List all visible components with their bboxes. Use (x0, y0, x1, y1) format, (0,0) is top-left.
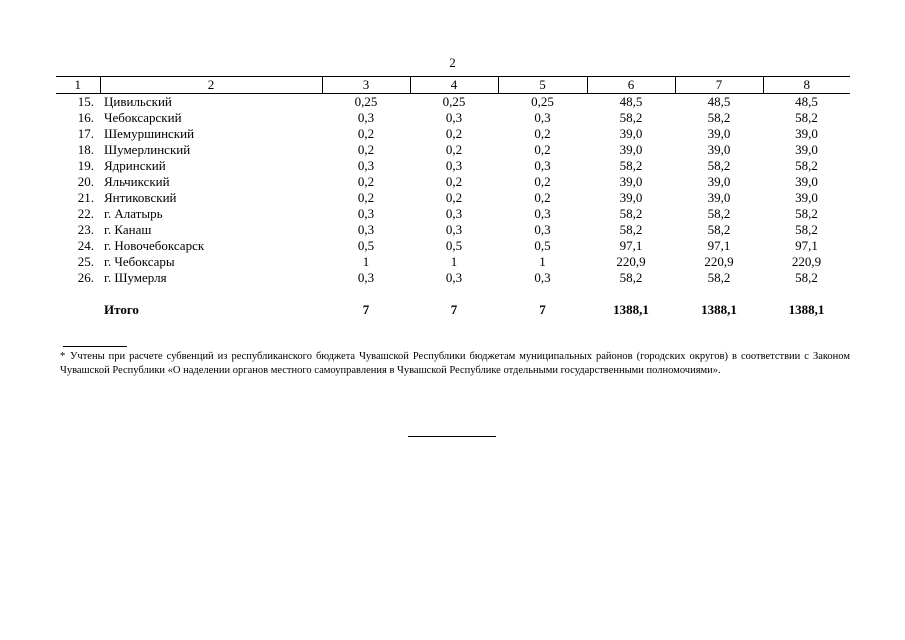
value-col-7: 220,9 (704, 254, 734, 269)
value-col-4: 0,25 (442, 94, 466, 109)
spacer-cell (100, 286, 322, 302)
row-number: 17. (77, 126, 94, 141)
column-header: 1 (56, 77, 100, 94)
spacer-cell (322, 286, 410, 302)
value-col-6: 97,1 (619, 238, 643, 253)
table-row (56, 190, 850, 206)
table-row (56, 206, 850, 222)
table-row (56, 110, 850, 126)
spacer-cell (587, 286, 675, 302)
value-col-4: 0,3 (445, 158, 463, 173)
table-row (56, 254, 850, 270)
value-col-7: 39,0 (707, 142, 731, 157)
value-col-6: 39,0 (619, 126, 643, 141)
value-col-8: 58,2 (795, 206, 818, 221)
row-number: 26. (77, 270, 94, 285)
value-col-6: 58,2 (619, 222, 643, 237)
value-col-5: 0,2 (534, 174, 551, 189)
total-col-7: 1388,1 (701, 302, 737, 317)
row-number: 16. (77, 110, 94, 125)
total-col-6: 1388,1 (613, 302, 649, 317)
value-col-7: 58,2 (707, 206, 731, 221)
value-col-6: 39,0 (619, 142, 643, 157)
value-col-8: 58,2 (795, 222, 818, 237)
table-header-row (56, 77, 850, 94)
value-col-6: 58,2 (619, 206, 643, 221)
value-col-7: 39,0 (707, 126, 731, 141)
value-col-3: 0,2 (357, 142, 375, 157)
column-header: 7 (675, 77, 763, 94)
value-col-6: 48,5 (619, 94, 643, 109)
municipality-name: г. Алатырь (104, 206, 163, 221)
row-number: 15. (77, 94, 94, 109)
value-col-8: 48,5 (795, 94, 818, 109)
value-col-8: 39,0 (795, 126, 818, 141)
spacer-cell (675, 286, 763, 302)
row-number: 18. (77, 142, 94, 157)
value-col-6: 58,2 (619, 110, 643, 125)
value-col-3: 0,2 (357, 174, 375, 189)
table-row (56, 174, 850, 190)
spacer-row (56, 286, 850, 302)
total-col-3: 7 (362, 302, 370, 317)
value-col-5: 0,2 (534, 190, 551, 205)
value-col-4: 0,5 (445, 238, 463, 253)
value-col-7: 39,0 (707, 174, 731, 189)
value-col-6: 39,0 (619, 174, 643, 189)
value-col-5: 0,3 (534, 158, 551, 173)
table-row (56, 238, 850, 254)
value-col-5: 0,25 (531, 94, 554, 109)
municipality-name: Чебоксарский (104, 110, 182, 125)
value-col-5: 0,2 (534, 142, 551, 157)
column-header: 3 (322, 77, 410, 94)
value-col-7: 48,5 (707, 94, 731, 109)
total-label: Итого (104, 302, 139, 317)
spacer-cell (763, 286, 850, 302)
value-col-7: 58,2 (707, 270, 731, 285)
row-number: 22. (77, 206, 94, 221)
value-col-7: 58,2 (707, 158, 731, 173)
table-row (56, 126, 850, 142)
value-col-8: 220,9 (791, 254, 822, 269)
column-header: 8 (763, 77, 850, 94)
column-header: 6 (587, 77, 675, 94)
value-col-8: 39,0 (795, 174, 818, 189)
spacer-cell (498, 286, 587, 302)
value-col-3: 0,25 (354, 94, 378, 109)
column-header: 4 (410, 77, 498, 94)
value-col-8: 39,0 (795, 190, 818, 205)
table-row (56, 222, 850, 238)
value-col-3: 0,2 (357, 190, 375, 205)
municipality-name: г. Новочебоксарск (104, 238, 205, 253)
footnote-mark: * (60, 351, 66, 362)
value-col-3: 0,3 (357, 222, 375, 237)
value-col-5: 0,5 (534, 238, 551, 253)
subventions-table (56, 76, 850, 318)
footnote-separator (63, 346, 127, 347)
value-col-8: 97,1 (795, 238, 818, 253)
value-col-3: 1 (362, 254, 370, 269)
table-row (56, 158, 850, 174)
value-col-3: 0,5 (357, 238, 375, 253)
value-col-8: 58,2 (795, 270, 818, 285)
spacer-cell (56, 286, 100, 302)
row-number: 21. (77, 190, 94, 205)
municipality-name: Янтиковский (104, 190, 177, 205)
value-col-5: 0,3 (534, 270, 551, 285)
total-col-4: 7 (450, 302, 458, 317)
total-blank (56, 302, 100, 318)
row-number: 25. (77, 254, 94, 269)
row-number: 23. (77, 222, 94, 237)
footnote (60, 350, 850, 378)
spacer-cell (410, 286, 498, 302)
value-col-6: 58,2 (619, 158, 643, 173)
value-col-4: 1 (450, 254, 458, 269)
value-col-4: 0,3 (445, 270, 463, 285)
value-col-5: 0,2 (534, 126, 551, 141)
municipality-name: Цивильский (104, 94, 172, 109)
value-col-3: 0,3 (357, 270, 375, 285)
municipality-name: Шумерлинский (104, 142, 191, 157)
municipality-name: г. Шумерля (104, 270, 167, 285)
value-col-7: 58,2 (707, 110, 731, 125)
value-col-6: 220,9 (616, 254, 646, 269)
value-col-6: 58,2 (619, 270, 643, 285)
value-col-7: 39,0 (707, 190, 731, 205)
value-col-4: 0,3 (445, 206, 463, 221)
value-col-6: 39,0 (619, 190, 643, 205)
value-col-5: 0,3 (534, 206, 551, 221)
value-col-4: 0,2 (445, 142, 463, 157)
value-col-7: 58,2 (707, 222, 731, 237)
municipality-name: Яльчикский (104, 174, 170, 189)
end-of-document-rule (408, 436, 496, 437)
value-col-4: 0,2 (445, 190, 463, 205)
column-header: 2 (100, 77, 322, 94)
table-body (56, 94, 850, 319)
value-col-3: 0,2 (357, 126, 375, 141)
table-row (56, 94, 850, 111)
column-header: 5 (498, 77, 587, 94)
table-row (56, 142, 850, 158)
footnote-text: Учтены при расчете субвенций из республиканского бюджета Чувашской Республики бюджетам муниципальных районов (городских округов) в соответствии с Законом Чувашской Республики «О наделении органов местного самоуправления в Чувашской Республике отдельными государственными полномочиями». (60, 351, 850, 376)
total-col-5: 7 (539, 302, 546, 317)
value-col-4: 0,2 (445, 174, 463, 189)
value-col-3: 0,3 (357, 206, 375, 221)
value-col-4: 0,2 (445, 126, 463, 141)
value-col-8: 39,0 (795, 142, 818, 157)
table-row (56, 270, 850, 286)
municipality-name: Шемуршинский (104, 126, 195, 141)
value-col-4: 0,3 (445, 222, 463, 237)
value-col-5: 0,3 (534, 110, 551, 125)
municipality-name: г. Чебоксары (104, 254, 175, 269)
page-number: 2 (449, 55, 456, 70)
value-col-5: 1 (539, 254, 546, 269)
row-number: 20. (77, 174, 94, 189)
row-number: 19. (77, 158, 94, 173)
value-col-4: 0,3 (445, 110, 463, 125)
value-col-7: 97,1 (707, 238, 731, 253)
value-col-5: 0,3 (534, 222, 551, 237)
municipality-name: Ядринский (104, 158, 166, 173)
value-col-3: 0,3 (357, 158, 375, 173)
value-col-3: 0,3 (357, 110, 375, 125)
total-row (56, 302, 850, 318)
value-col-8: 58,2 (795, 158, 818, 173)
row-number: 24. (77, 238, 94, 253)
total-col-8: 1388,1 (788, 302, 825, 317)
municipality-name: г. Канаш (104, 222, 152, 237)
value-col-8: 58,2 (795, 110, 818, 125)
